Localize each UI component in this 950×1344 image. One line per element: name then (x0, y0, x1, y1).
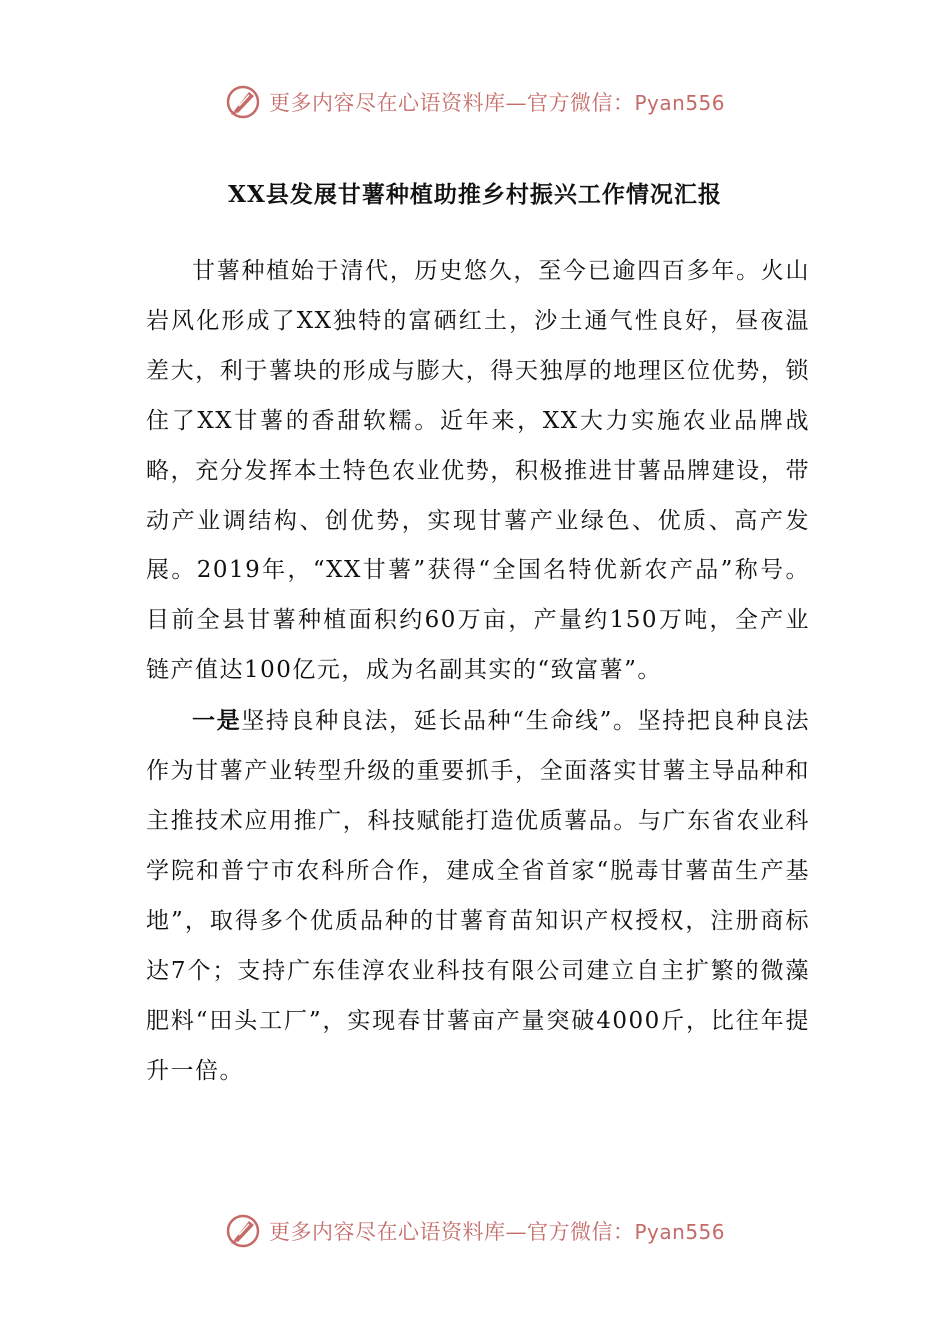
quill-pen-logo-icon (225, 1213, 261, 1249)
document-title: XX县发展甘薯种植助推乡村振兴工作情况汇报 (228, 181, 722, 208)
paragraph-intro (146, 246, 810, 696)
paragraph-text: 坚持良种良法，延长品种“生命线”。坚持把良种良法作为甘薯产业转型升级的重要抓手，全面落实甘薯主导品种和主推技术应用推广，科技赋能打造优质薯品。与广东省农业科学院和普宁市农科所合作，建成全省首家“脱毒甘薯苗生产基地”，取得多个优质品种的甘薯育苗知识产权授权，注册商标达7个；支持广东佳淳农业科技有限公司建立自主扩繁的微藻肥料“田头工厂”，实现春甘薯亩产量突破4000斤，比往年提升一倍。 (146, 708, 810, 1084)
paragraph-point-one (146, 696, 810, 1096)
quill-pen-logo-icon (225, 84, 261, 120)
footer-watermark (0, 1211, 950, 1251)
watermark-text: 更多内容尽在心语资料库—官方微信：Pyan556 (268, 91, 725, 115)
watermark-text: 更多内容尽在心语资料库—官方微信：Pyan556 (268, 1220, 725, 1244)
document-body (146, 246, 810, 1096)
paragraph-lead: 一是 (192, 707, 242, 735)
header-watermark (0, 82, 950, 122)
paragraph-text: 甘薯种植始于清代，历史悠久，至今已逾四百多年。火山岩风化形成了XX独特的富硒红土，沙土通气性良好，昼夜温差大，利于薯块的形成与膨大，得天独厚的地理区位优势，锁住了XX甘薯的香甜软糯。近年来，XX大力实施农业品牌战略，充分发挥本土特色农业优势，积极推进甘薯品牌建设，带动产业调结构、创优势，实现甘薯产业绿色、优质、高产发展。2019年，“XX甘薯”获得“全国名特优新农产品”称号。目前全县甘薯种植面积约60万亩，产量约150万吨，全产业链产值达100亿元，成为名副其实的“致富薯”。 (146, 258, 810, 684)
